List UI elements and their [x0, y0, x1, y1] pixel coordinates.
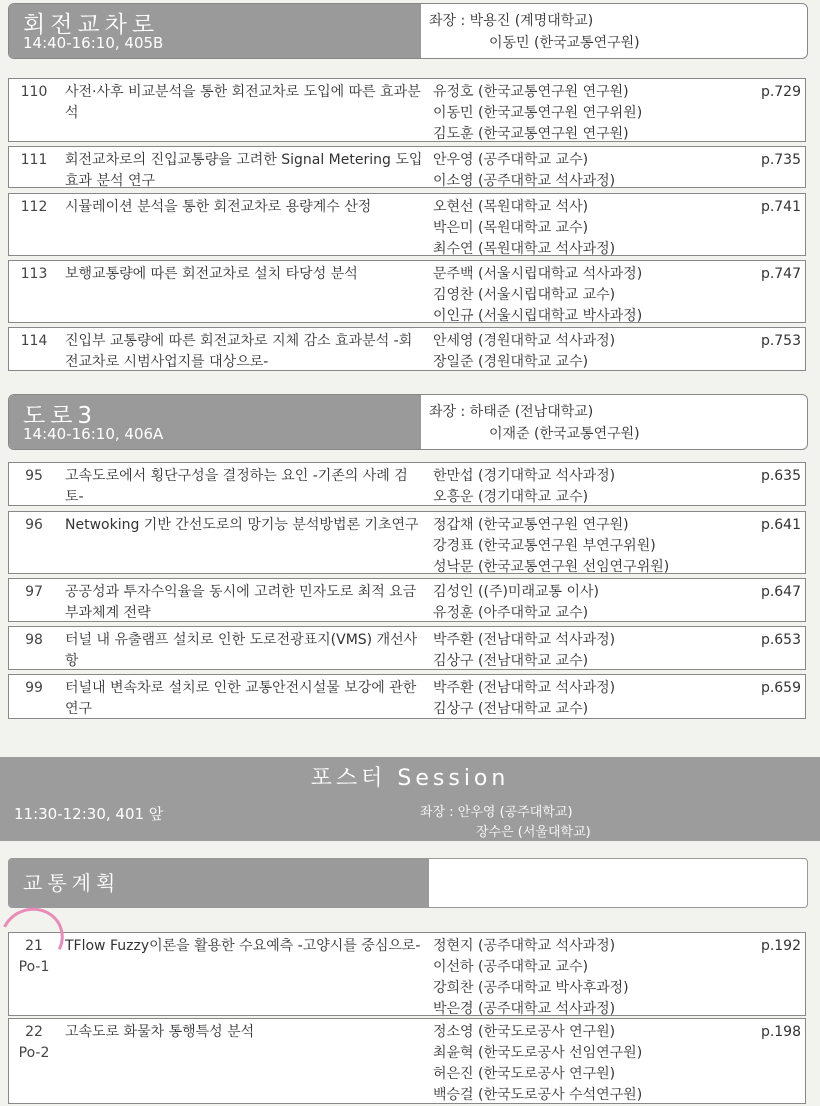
paper-number: 112 — [20, 199, 48, 215]
paper-page: p.198 — [760, 1024, 801, 1040]
paper-page: p.653 — [760, 632, 801, 648]
paper-page: p.747 — [760, 266, 801, 282]
paper-authors — [433, 331, 615, 373]
author: 유정호 (한국교통연구원 연구원) — [433, 84, 629, 100]
paper-number: 22 Po-2 — [9, 1022, 59, 1064]
session-chair: 좌장 : 박용진 (계명대학교) — [429, 13, 594, 29]
author: 문주백 (서울시립대학교 석사과정) — [433, 266, 643, 282]
session-time: 14:40-16:10, 405B — [23, 34, 164, 52]
paper-page: p.729 — [760, 84, 801, 100]
author: 최수연 (목원대학교 석사과정) — [433, 241, 616, 257]
paper-authors — [433, 82, 642, 145]
paper-authors — [433, 678, 615, 720]
author: 김성인 ((주)미래교통 이사) — [433, 584, 599, 600]
paper-page: p.635 — [760, 468, 801, 484]
poster-session-title: 포스터 Session — [310, 766, 510, 791]
paper-authors — [433, 515, 669, 578]
paper-authors — [433, 936, 629, 1020]
author: 강경표 (한국교통연구원 부연구위원) — [433, 538, 656, 554]
session-title: 회전교차로 — [23, 12, 160, 38]
paper-page: p.753 — [760, 333, 801, 349]
paper-number: 95 — [25, 468, 43, 484]
author: 이소영 (공주대학교 석사과정) — [433, 173, 616, 189]
author: 최윤혁 (한국도로공사 선임연구원) — [433, 1045, 643, 1061]
author: 오흥운 (경기대학교 교수) — [433, 489, 589, 505]
author: 이선하 (공주대학교 교수) — [433, 959, 589, 975]
author: 정갑채 (한국교통연구원 연구원) — [433, 517, 629, 533]
paper-number: 97 — [25, 584, 43, 600]
session-chair: 장수은 (서울대학교) — [476, 825, 591, 840]
paper-page: p.741 — [760, 199, 801, 215]
paper-number: 21 Po-1 — [9, 936, 59, 978]
session-time: 14:40-16:10, 406A — [23, 425, 164, 443]
author: 김상구 (전남대학교 교수) — [433, 701, 589, 717]
paper-entry — [8, 260, 806, 323]
paper-title: 공공성과 투자수익율을 동시에 고려한 민자도로 최적 요금부과체계 전략 — [65, 584, 417, 621]
paper-authors — [433, 150, 615, 192]
paper-authors — [433, 264, 642, 327]
paper-number: 96 — [25, 517, 43, 533]
paper-title: 진입부 교통량에 따른 회전교차로 지체 감소 효과분석 -회전교차로 시범사업지를 대상으로- — [65, 333, 413, 370]
session-chair: 좌장 : 안우영 (공주대학교) — [420, 805, 573, 820]
paper-number: 111 — [20, 152, 48, 168]
author: 장일준 (경원대학교 교수) — [433, 354, 589, 370]
paper-authors — [433, 630, 615, 672]
author: 정소영 (한국도로공사 연구원) — [433, 1024, 616, 1040]
author: 안우영 (공주대학교 교수) — [433, 152, 589, 168]
author: 박주환 (전남대학교 석사과정) — [433, 680, 616, 696]
poster-session-time: 11:30-12:30, 401 앞 — [14, 805, 164, 823]
author: 김상구 (전남대학교 교수) — [433, 653, 589, 669]
author: 이인규 (서울시립대학교 박사과정) — [433, 308, 643, 324]
paper-number: 99 — [25, 680, 43, 696]
paper-authors — [433, 1022, 642, 1106]
author: 백승걸 (한국도로공사 수석연구원) — [433, 1087, 643, 1103]
paper-page: p.192 — [760, 938, 801, 954]
poster-code: Po-2 — [18, 1045, 50, 1061]
paper-page: p.647 — [760, 584, 801, 600]
paper-entry — [8, 511, 806, 574]
paper-title: 사전·사후 비교분석을 통한 회전교차로 도입에 따른 효과분석 — [65, 84, 421, 121]
paper-number: 113 — [20, 266, 48, 282]
author: 박은미 (목원대학교 교수) — [433, 220, 589, 236]
paper-page: p.659 — [760, 680, 801, 696]
poster-session-header — [0, 757, 820, 841]
author: 이동민 (한국교통연구원 연구위원) — [433, 105, 643, 121]
paper-page: p.735 — [760, 152, 801, 168]
paper-title: TFlow Fuzzy이론을 활용한 수요예측 -고양시를 중심으로- — [65, 938, 421, 954]
paper-title: 터널 내 유출램프 설치로 인한 도로전광표지(VMS) 개선사항 — [65, 632, 418, 669]
paper-number: 98 — [25, 632, 43, 648]
paper-title: Netwoking 기반 간선도로의 망기능 분석방법론 기초연구 — [65, 517, 419, 533]
paper-page: p.641 — [760, 517, 801, 533]
session-chair: 이재준 (한국교통연구원) — [489, 426, 640, 442]
paper-number: 110 — [20, 84, 48, 100]
paper-entry — [8, 146, 806, 188]
author: 성낙문 (한국교통연구원 선임연구위원) — [433, 559, 670, 575]
paper-entry — [8, 674, 806, 719]
author: 한만섭 (경기대학교 석사과정) — [433, 468, 616, 484]
category-title: 교통계획 — [23, 871, 121, 895]
paper-title: 보행교통량에 따른 회전교차로 설치 타당성 분석 — [65, 266, 358, 282]
paper-title: 고속도로 화물차 통행특성 분석 — [65, 1024, 255, 1040]
paper-entry — [8, 626, 806, 670]
session-title: 도로3 — [23, 403, 98, 429]
paper-entry — [8, 932, 806, 1016]
paper-title: 터널내 변속차로 설치로 인한 교통안전시설물 보강에 관한 연구 — [65, 680, 417, 717]
paper-title: 고속도로에서 횡단구성을 결정하는 요인 -기존의 사례 검토- — [65, 468, 408, 505]
author: 박주환 (전남대학교 석사과정) — [433, 632, 616, 648]
paper-entry — [8, 193, 806, 256]
poster-code: Po-1 — [18, 959, 50, 975]
author: 오현선 (목원대학교 석사) — [433, 199, 589, 215]
author: 정현지 (공주대학교 석사과정) — [433, 938, 616, 954]
category-header — [8, 858, 808, 908]
paper-authors — [433, 197, 615, 260]
session-header — [8, 3, 808, 59]
paper-authors — [433, 466, 615, 508]
author: 박은경 (공주대학교 석사과정) — [433, 1001, 616, 1017]
session-header — [8, 394, 808, 450]
author: 허은진 (한국도로공사 연구원) — [433, 1066, 616, 1082]
paper-entry — [8, 462, 806, 506]
author: 안세영 (경원대학교 석사과정) — [433, 333, 616, 349]
session-chair: 이동민 (한국교통연구원) — [489, 35, 640, 51]
author: 김영찬 (서울시립대학교 교수) — [433, 287, 616, 303]
author: 김도훈 (한국교통연구원 연구원) — [433, 126, 629, 142]
paper-entry — [8, 578, 806, 622]
paper-title: 시뮬레이션 분석을 통한 회전교차로 용량계수 산정 — [65, 199, 372, 215]
session-chair: 좌장 : 하태준 (전남대학교) — [429, 404, 594, 420]
paper-authors — [433, 582, 599, 624]
paper-number: 114 — [20, 333, 48, 349]
paper-entry — [8, 327, 806, 371]
paper-entry — [8, 78, 806, 142]
paper-title: 회전교차로의 진입교통량을 고려한 Signal Metering 도입효과 분석 연구 — [65, 152, 423, 189]
paper-entry — [8, 1018, 806, 1104]
author: 강희찬 (공주대학교 박사후과정) — [433, 980, 629, 996]
author: 유정훈 (아주대학교 교수) — [433, 605, 589, 621]
